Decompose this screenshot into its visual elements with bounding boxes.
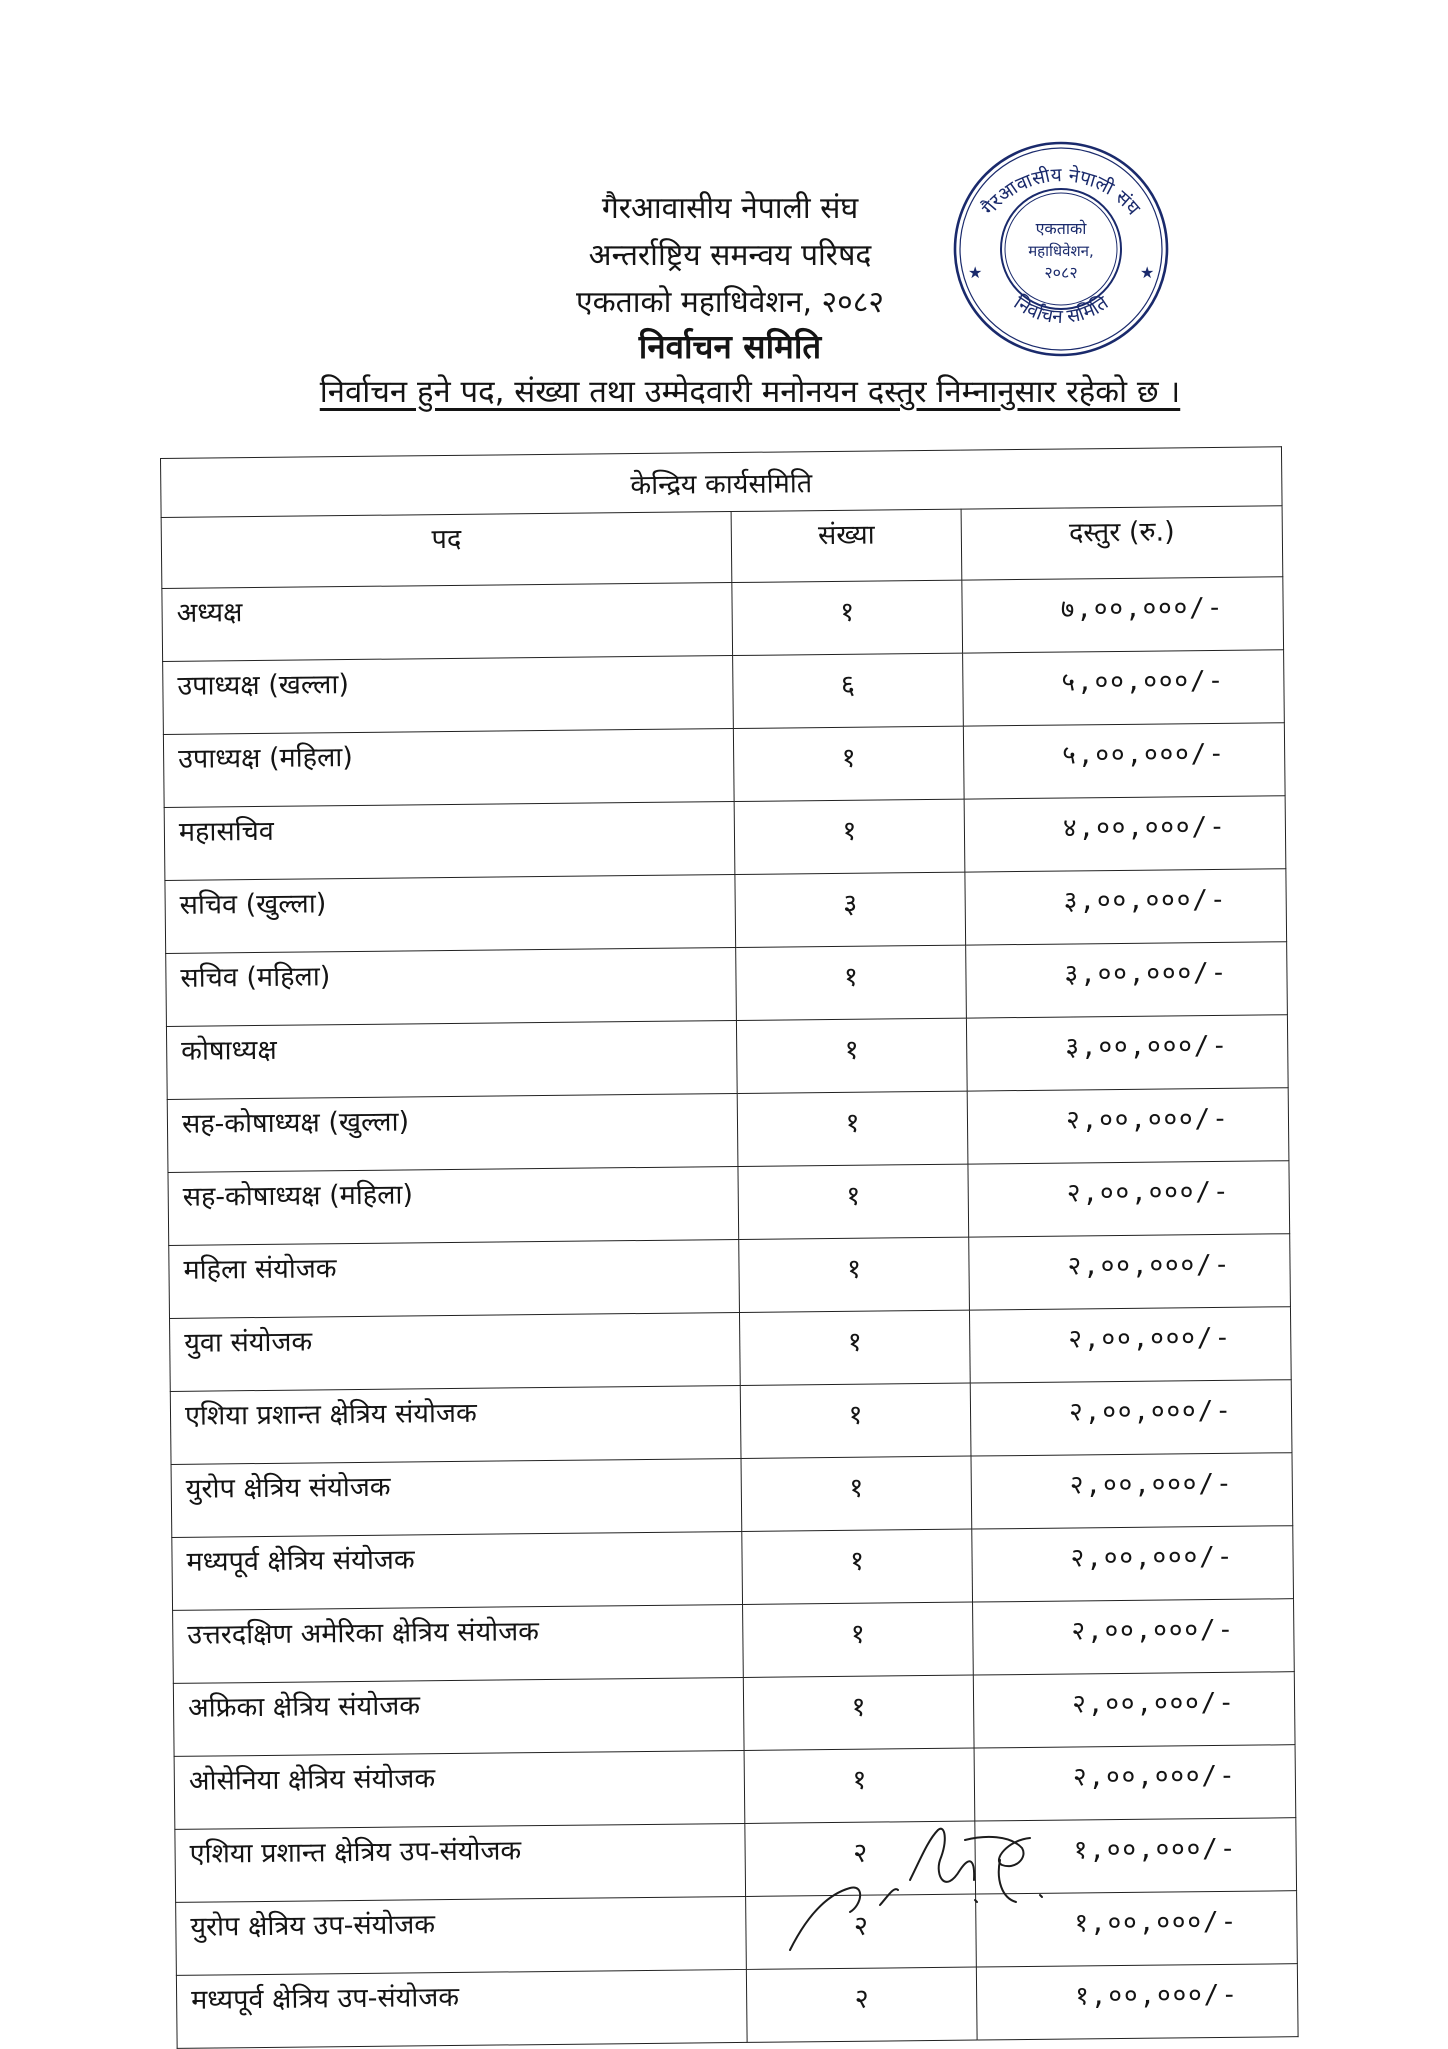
organization-name: गैरआवासीय नेपाली संघ: [601, 191, 859, 226]
count-cell: १: [739, 1237, 970, 1312]
fee-cell: ५,००,०००/-: [963, 650, 1285, 726]
post-cell: युवा संयोजक: [170, 1312, 741, 1391]
fee-cell: २,००,०००/-: [969, 1234, 1291, 1310]
post-cell: सह-कोषाध्यक्ष (खुल्ला): [167, 1093, 738, 1172]
count-cell: १: [737, 1091, 968, 1166]
post-cell: महिला संयोजक: [169, 1239, 740, 1318]
fee-cell: ३,००,०००/-: [966, 942, 1288, 1018]
post-cell: सचिव (खुल्ला): [165, 875, 736, 954]
table-row: [176, 1964, 1298, 2049]
svg-text:निर्वाचन समिति: [1010, 290, 1114, 328]
post-cell: उपाध्यक्ष (महिला): [163, 729, 734, 808]
table-row: [176, 1891, 1298, 1976]
count-cell: १: [732, 580, 963, 655]
fee-cell: ७,००,०००/-: [962, 577, 1284, 653]
post-cell: सचिव (महिला): [166, 947, 737, 1026]
table-row: [173, 1672, 1295, 1757]
column-header-post: पद: [161, 512, 732, 589]
count-cell: १: [734, 799, 965, 874]
convention-name: एकताको महाधिवेशन, २०८२: [576, 285, 884, 320]
fee-cell: ३,००,०००/-: [966, 1015, 1288, 1091]
count-cell: १: [736, 1018, 967, 1093]
count-cell: २: [746, 1894, 977, 1969]
table-row: [170, 1380, 1292, 1465]
count-cell: १: [733, 726, 964, 801]
count-cell: १: [743, 1675, 974, 1750]
count-cell: ३: [735, 872, 966, 947]
count-cell: १: [740, 1383, 971, 1458]
fee-cell: ४,००,०००/-: [964, 796, 1286, 872]
post-cell: कोषाध्यक्ष: [166, 1020, 737, 1099]
table-row: [169, 1234, 1291, 1319]
seal-outer-bottom-text: निर्वाचन समिति: [1009, 291, 1113, 329]
election-committee-seal: [950, 138, 1172, 360]
table-row: [175, 1818, 1297, 1903]
count-cell: १: [739, 1310, 970, 1385]
seal-inner-line3: २०८२: [1044, 263, 1078, 282]
seal-inner-line2: महाधिवेशन,: [1028, 242, 1094, 260]
table-row: [174, 1745, 1296, 1830]
fee-cell: २,००,०००/-: [973, 1672, 1295, 1748]
count-cell: ६: [733, 653, 964, 728]
svg-text:गैरआवासीय नेपाली संघ: [977, 164, 1145, 220]
fee-cell: १,००,०००/-: [976, 1891, 1298, 1967]
fee-cell: २,००,०००/-: [972, 1526, 1294, 1602]
post-cell: अध्यक्ष: [162, 583, 733, 662]
table-row: [171, 1453, 1293, 1538]
post-cell: ओसेनिया क्षेत्रिय संयोजक: [174, 1750, 745, 1829]
fee-cell: २,००,०००/-: [974, 1745, 1296, 1821]
fee-cell: १,००,०००/-: [975, 1818, 1297, 1894]
fee-cell: २,००,०००/-: [973, 1599, 1295, 1675]
post-cell: मध्यपूर्व क्षेत्रिय उप-संयोजक: [176, 1969, 747, 2048]
table-row: [173, 1599, 1295, 1684]
fee-cell: २,००,०००/-: [971, 1453, 1293, 1529]
table-row: [166, 942, 1288, 1027]
count-cell: १: [741, 1456, 972, 1531]
fee-cell: २,००,०००/-: [970, 1380, 1292, 1456]
post-cell: उत्तरदक्षिण अमेरिका क्षेत्रिय संयोजक: [173, 1604, 744, 1683]
table-row: [162, 577, 1284, 662]
post-cell: सह-कोषाध्यक्ष (महिला): [168, 1166, 739, 1245]
count-cell: १: [742, 1529, 973, 1604]
table-row: [163, 723, 1285, 808]
table-row: [168, 1161, 1290, 1246]
column-header-count: संख्या: [731, 509, 962, 582]
seal-outer-top-text: गैरआवासीय नेपाली संघ: [977, 164, 1145, 220]
fee-cell: २,००,०००/-: [968, 1161, 1290, 1237]
count-cell: २: [745, 1821, 976, 1896]
count-cell: १: [744, 1748, 975, 1823]
seal-inner-line1: एकताको: [1035, 219, 1087, 238]
post-cell: युरोप क्षेत्रिय उप-संयोजक: [176, 1896, 747, 1975]
count-cell: १: [738, 1164, 969, 1239]
column-header-fee: दस्तुर (रु.): [961, 506, 1283, 580]
fee-cell: ३,००,०००/-: [965, 869, 1287, 945]
post-cell: महासचिव: [164, 802, 735, 881]
count-cell: १: [736, 945, 967, 1020]
post-cell: उपाध्यक्ष (खल्ला): [163, 656, 734, 735]
fee-cell: ५,००,०००/-: [963, 723, 1285, 799]
council-name: अन्तर्राष्ट्रिय समन्वय परिषद: [588, 238, 872, 273]
seal-star-right-icon: ★: [1140, 263, 1155, 282]
table-row: [170, 1307, 1292, 1392]
committee-name: निर्वाचन समिति: [638, 327, 822, 366]
table-row: [166, 1015, 1288, 1100]
count-cell: २: [746, 1967, 977, 2042]
post-cell: अफ्रिका क्षेत्रिय संयोजक: [173, 1677, 744, 1756]
table-caption: केन्द्रिय कार्यसमिति: [161, 447, 1283, 518]
handwritten-signature: [770, 1800, 1100, 1970]
fee-cell: १,००,०००/-: [976, 1964, 1298, 2040]
count-cell: १: [743, 1602, 974, 1677]
table-row: [165, 869, 1287, 954]
seal-star-left-icon: ★: [968, 263, 983, 282]
table-row: [164, 796, 1286, 881]
table-row: [172, 1526, 1294, 1611]
fee-cell: २,००,०००/-: [967, 1088, 1289, 1164]
subheading: निर्वाचन हुने पद, संख्या तथा उम्मेदवारी मनोनयन दस्तुर निम्नानुसार रहेको छ ।: [319, 374, 1181, 410]
post-cell: युरोप क्षेत्रिय संयोजक: [171, 1458, 742, 1537]
table-row: [167, 1088, 1289, 1173]
post-cell: एशिया प्रशान्त क्षेत्रिय संयोजक: [170, 1385, 741, 1464]
post-cell: मध्यपूर्व क्षेत्रिय संयोजक: [172, 1531, 743, 1610]
post-cell: एशिया प्रशान्त क्षेत्रिय उप-संयोजक: [175, 1823, 746, 1902]
nomination-fee-table: [160, 446, 1299, 2049]
table-row: [163, 650, 1285, 735]
fee-cell: २,००,०००/-: [969, 1307, 1291, 1383]
